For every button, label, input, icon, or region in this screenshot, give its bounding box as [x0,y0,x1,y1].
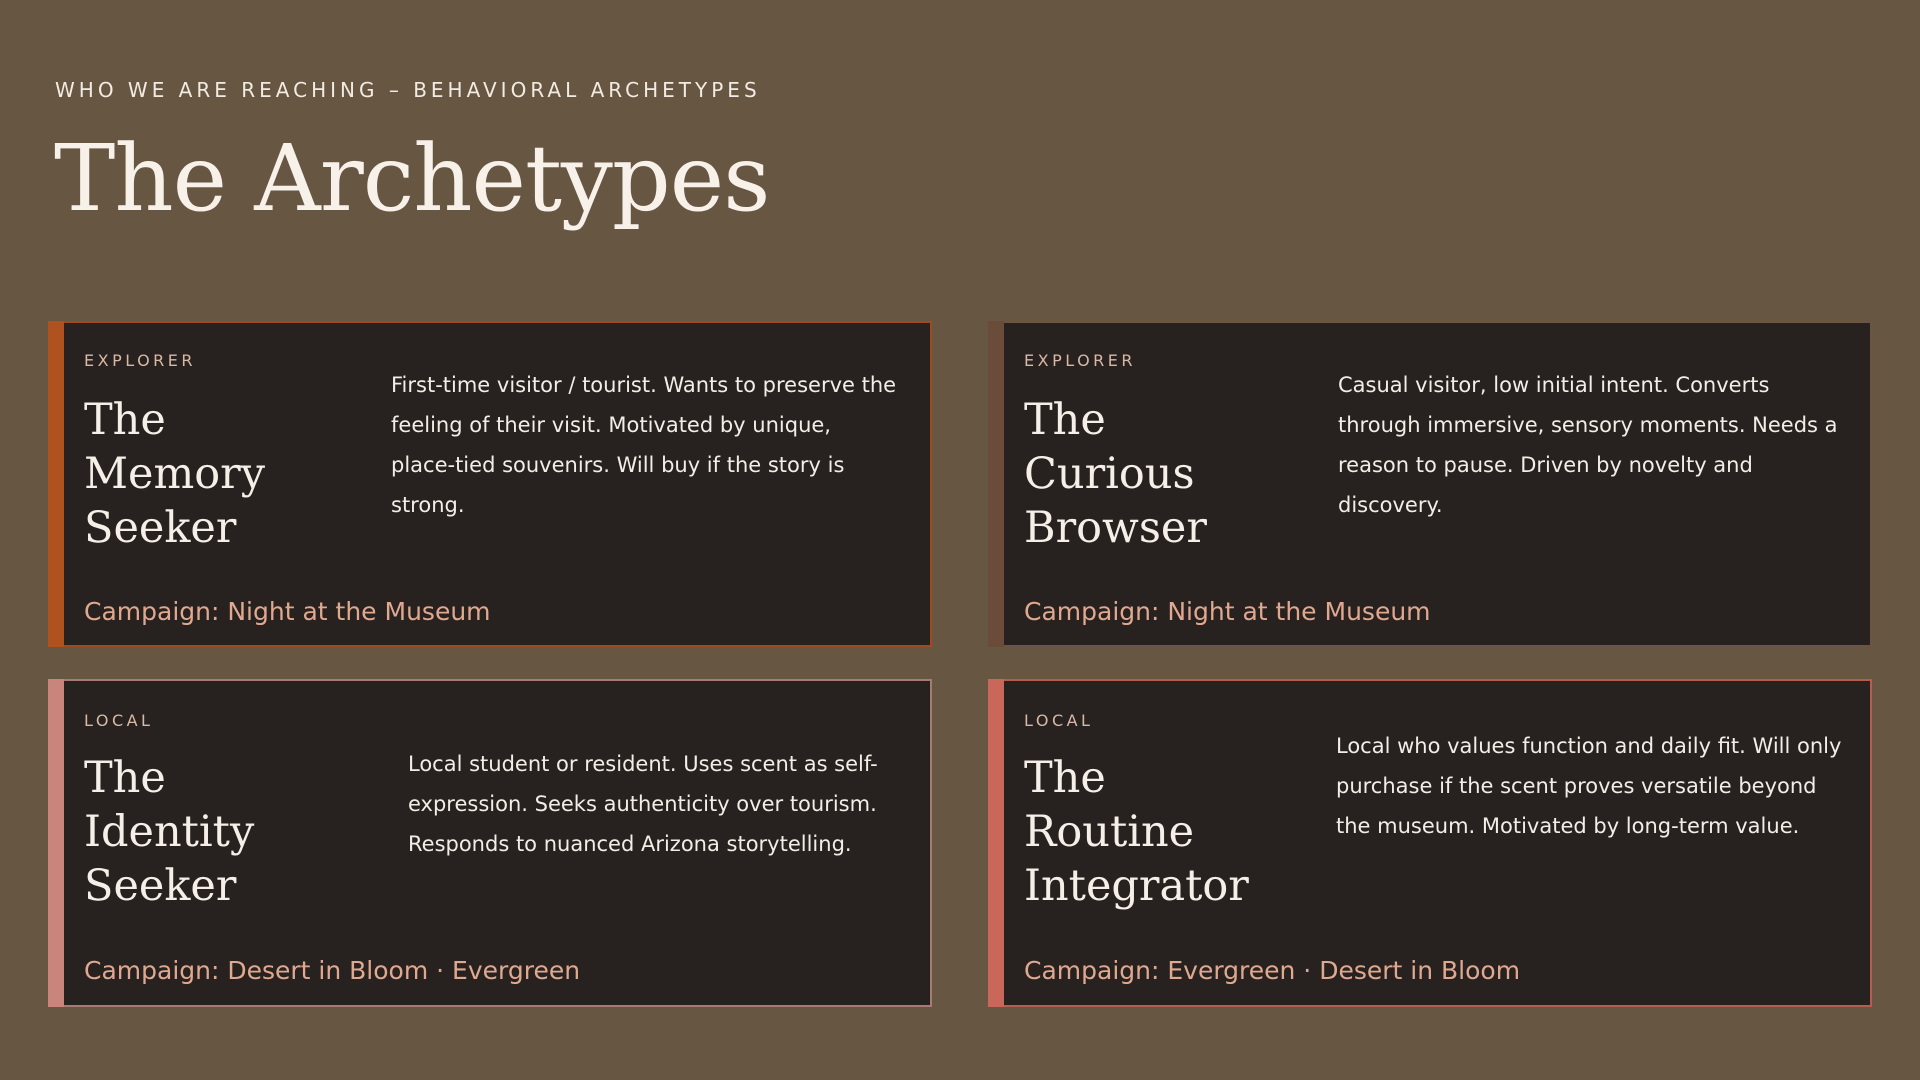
archetype-tag: LOCAL [84,711,154,730]
archetype-campaign: Campaign: Desert in Bloom · Evergreen [84,956,581,985]
section-eyebrow: WHO WE ARE REACHING – BEHAVIORAL ARCHETYPES [55,78,761,102]
archetype-name-line: The [1024,753,1106,803]
archetype-name-line: Browser [1024,503,1207,553]
card-accent-bar [988,679,1004,1007]
archetype-name-line: Identity [84,807,255,857]
archetype-name-line: The [84,395,166,445]
archetype-name-line: Seeker [84,861,237,911]
archetype-name [1024,393,1314,555]
archetype-tag: EXPLORER [1024,351,1136,370]
archetype-description: Local who values function and daily fit. Will only purchase if the scent proves versatile beyond the museum. Motivated by long-term value. [1336,734,1842,838]
archetype-tag: EXPLORER [84,351,196,370]
archetype-tag: LOCAL [1024,711,1094,730]
archetype-name-line: Memory [84,449,265,499]
archetype-name [84,751,374,913]
card-accent-bar [988,321,1004,647]
archetype-name [1024,751,1314,913]
archetype-card-identity-seeker [48,679,932,1007]
archetype-description: First-time visitor / tourist. Wants to preserve the feeling of their visit. Motivated by unique, place-tied souvenirs. Will buy if the story is strong. [391,373,897,517]
archetype-name-line: The [84,753,166,803]
archetype-name [84,393,374,555]
archetype-description: Casual visitor, low initial intent. Converts through immersive, sensory moments. Needs a reason to pause. Driven by novelty and discovery. [1338,373,1838,517]
archetype-name-line: Seeker [84,503,237,553]
archetype-campaign: Campaign: Night at the Museum [84,597,491,626]
archetype-name-line: Curious [1024,449,1195,499]
archetype-name-line: The [1024,395,1106,445]
archetype-card-memory-seeker [48,321,932,647]
card-accent-bar [48,679,64,1007]
archetype-card-routine-integrator [988,679,1872,1007]
archetype-name-line: Routine [1024,807,1195,857]
card-accent-bar [48,321,64,647]
archetype-campaign: Campaign: Night at the Museum [1024,597,1431,626]
archetype-description: Local student or resident. Uses scent as self-expression. Seeks authenticity over tourism. Responds to nuanced Arizona storytelling. [408,752,878,856]
page-title: The Archetypes [54,125,770,232]
archetype-campaign: Campaign: Evergreen · Desert in Bloom [1024,956,1521,985]
archetype-name-line: Integrator [1024,861,1249,911]
archetype-card-curious-browser [988,321,1872,647]
